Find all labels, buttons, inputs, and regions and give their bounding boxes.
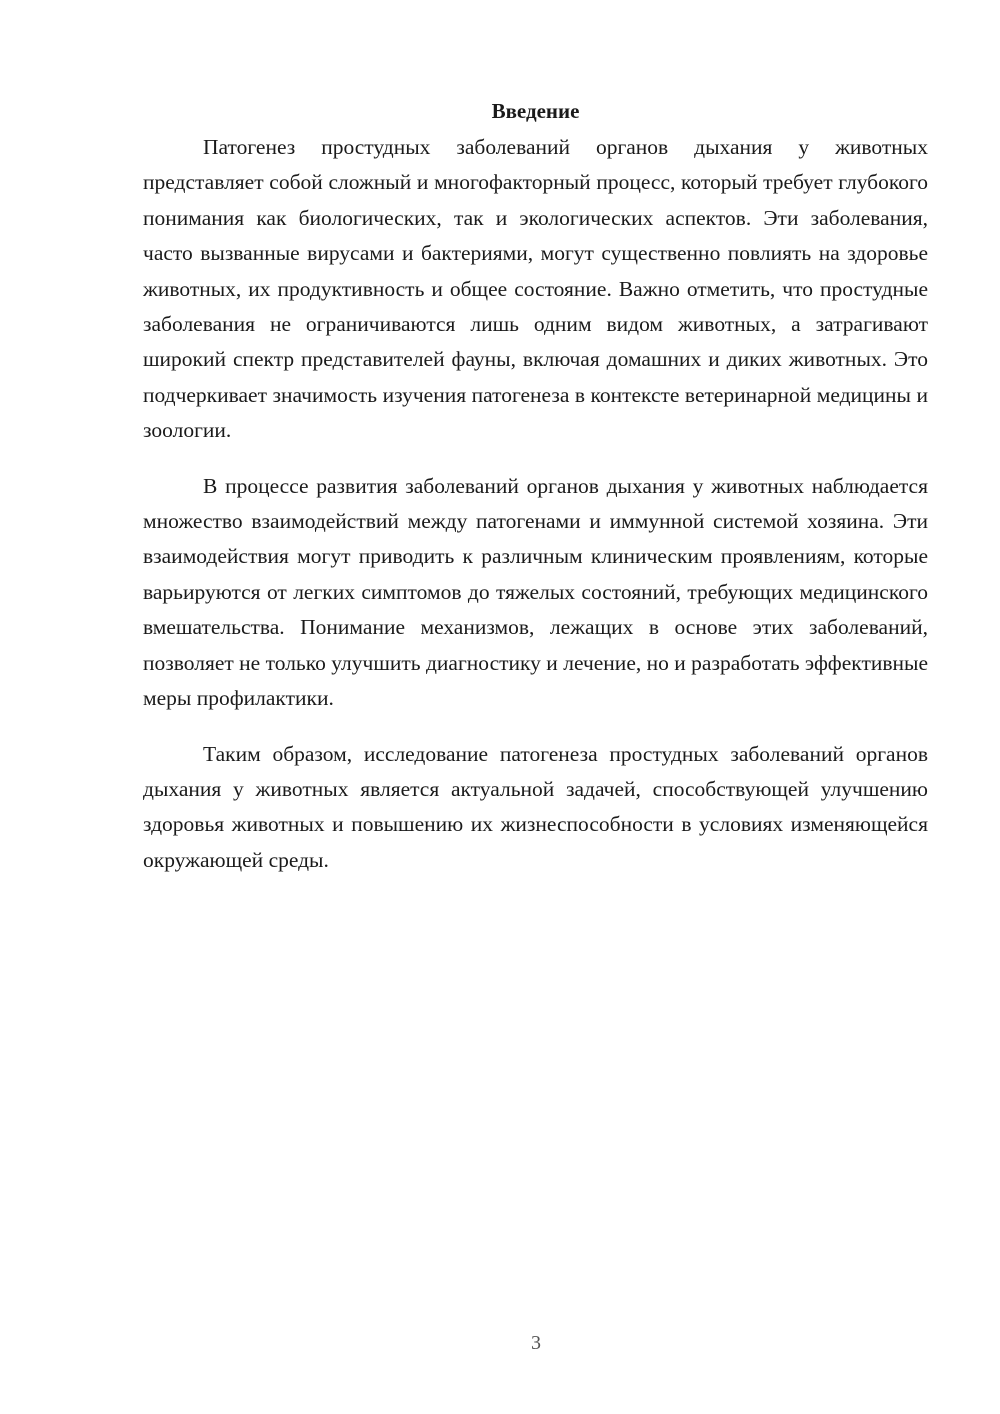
section-heading: Введение (491, 99, 580, 123)
paragraph-1: Патогенез простудных заболеваний органов дыхания у животных представляет собой сложный и многофакторный процесс, который требует глубокого понимания как биологических, так и экологических аспектов. Эти заболевания, часто вызванные вирусами и бактериями, могут существенно повлиять на здоровье животных, их продуктивность и общее состояние. Важно отметить, что простудные заболевания не ограничиваются лишь одним видом животных, а затрагивают широкий спектр представителей фауны, включая домашних и диких животных. Это подчеркивает значимость изучения патогенеза в контексте ветеринарной медицины и зоологии. (143, 135, 928, 443)
page-number: 3 (531, 1332, 541, 1354)
page-content (143, 96, 928, 898)
paragraph-3: Таким образом, исследование патогенеза простудных заболеваний органов дыхания у животных является актуальной задачей, способствующей улучшению здоровья животных и повышению их жизнеспособности в условиях изменяющейся окружающей среды. (143, 741, 928, 872)
paragraph-2: В процессе развития заболеваний органов дыхания у животных наблюдается множество взаимодействий между патогенами и иммунной системой хозяина. Эти взаимодействия могут приводить к различным клиническим проявлениям, которые варьируются от легких симптомов до тяжелых состояний, требующих медицинского вмешательства. Понимание механизмов, лежащих в основе этих заболеваний, позволяет не только улучшить диагностику и лечение, но и разработать эффективные меры профилактики. (143, 473, 928, 711)
